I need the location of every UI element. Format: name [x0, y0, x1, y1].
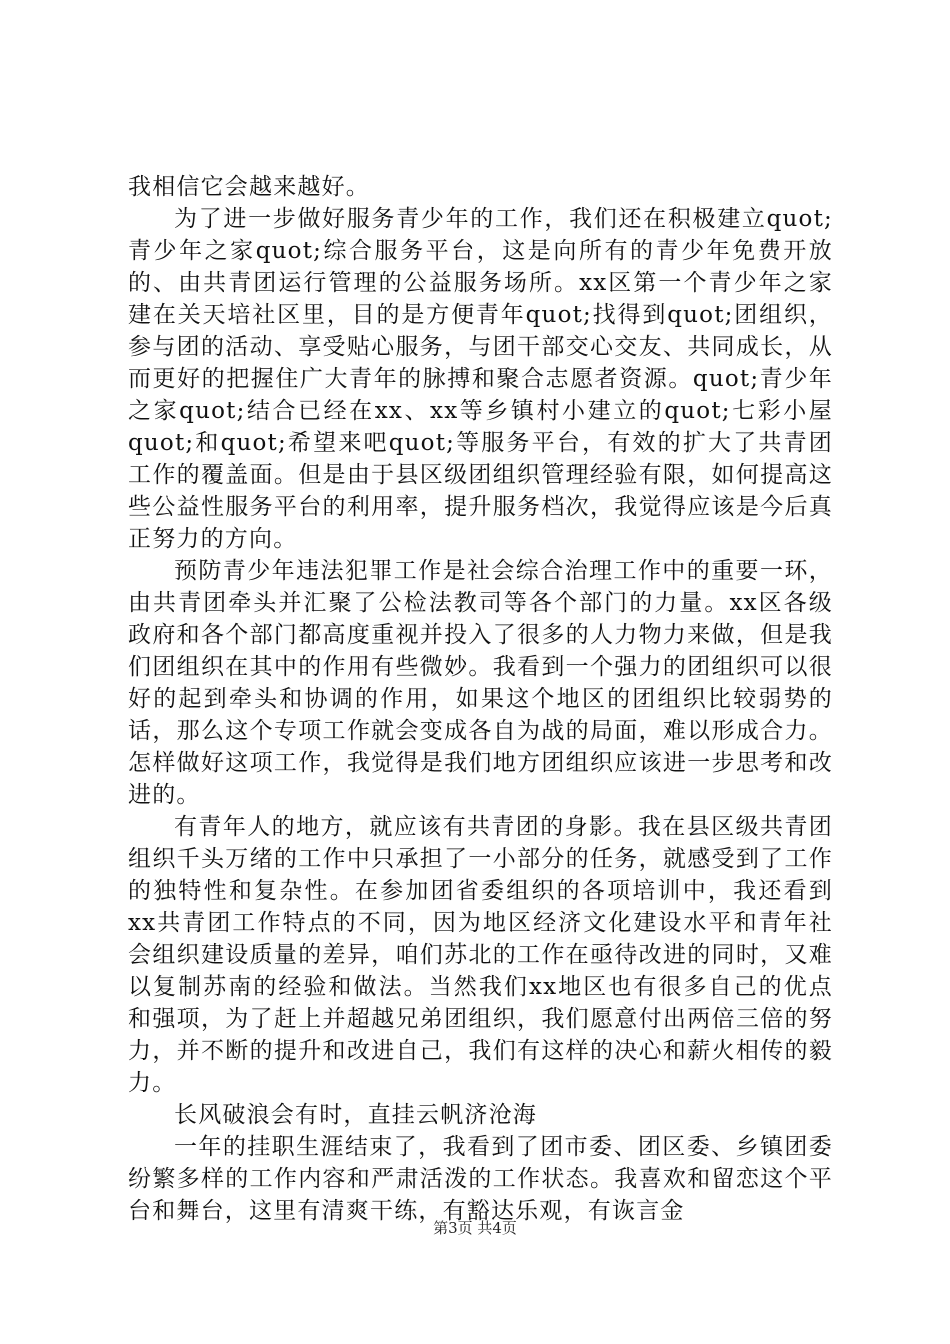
- section-heading: 长风破浪会有时，直挂云帆济沧海: [174, 1102, 537, 1128]
- paragraph-youth-home: 为了进一步做好服务青少年的工作，我们还在积极建立quot;青少年之家quot;综合服务平台，这是向所有的青少年免费开放的、由共青团运行管理的公益服务场所。xx区第一个青少年之家建在关天培社区里，目的是方便青年quot;找得到quot;团组织，参与团的活动、享受贴心服务，与团干部交心交友、共同成长，从而更好的把握住广大青年的脉搏和聚合志愿者资源。quot;青少年之家quot;结合已经在xx、xx等乡镇村小建立的quot;七彩小屋quot;和quot;希望来吧quot;等服务平台，有效的扩大了共青团工作的覆盖面。但是由于县区级团组织管理经验有限，如何提高这些公益性服务平台的利用率，提升服务档次，我觉得应该是今后真正努力的方向。: [128, 206, 833, 552]
- paragraph-continuation: 我相信它会越来越好。: [128, 174, 370, 200]
- paragraph-crime-prevention: 预防青少年违法犯罪工作是社会综合治理工作中的重要一环，由共青团牵头并汇聚了公检法教司等各个部门的力量。xx区各级政府和各个部门都高度重视并投入了很多的人力物力来做，但是我们团组织在其中的作用有些微妙。我看到一个强力的团组织可以很好的起到牵头和协调的作用，如果这个地区的团组织比较弱势的话，那么这个专项工作就会变成各自为战的局面，难以形成合力。怎样做好这项工作，我觉得是我们地方团组织应该进一步思考和改进的。: [128, 558, 833, 808]
- paragraph-youth-presence: 有青年人的地方，就应该有共青团的身影。我在县区级共青团组织千头万绪的工作中只承担了一小部分的任务，就感受到了工作的独特性和复杂性。在参加团省委组织的各项培训中，我还看到xx共青团工作特点的不同，因为地区经济文化建设水平和青年社会组织建设质量的差异，咱们苏北的工作在亟待改进的同时，又难以复制苏南的经验和做法。当然我们xx地区也有很多自己的优点和强项，为了赶上并超越兄弟团组织，我们愿意付出两倍三倍的努力，并不断的提升和改进自己，我们有这样的决心和薪火相传的毅力。: [128, 814, 833, 1096]
- page-footer: 第3页 共4页: [433, 1219, 517, 1237]
- paragraph-conclusion: 一年的挂职生涯结束了，我看到了团市委、团区委、乡镇团委纷繁多样的工作内容和严肃活泼的工作状态。我喜欢和留恋这个平台和舞台，这里有清爽干练，有豁达乐观，有诙言金: [128, 1134, 833, 1224]
- document-body: [128, 171, 833, 1227]
